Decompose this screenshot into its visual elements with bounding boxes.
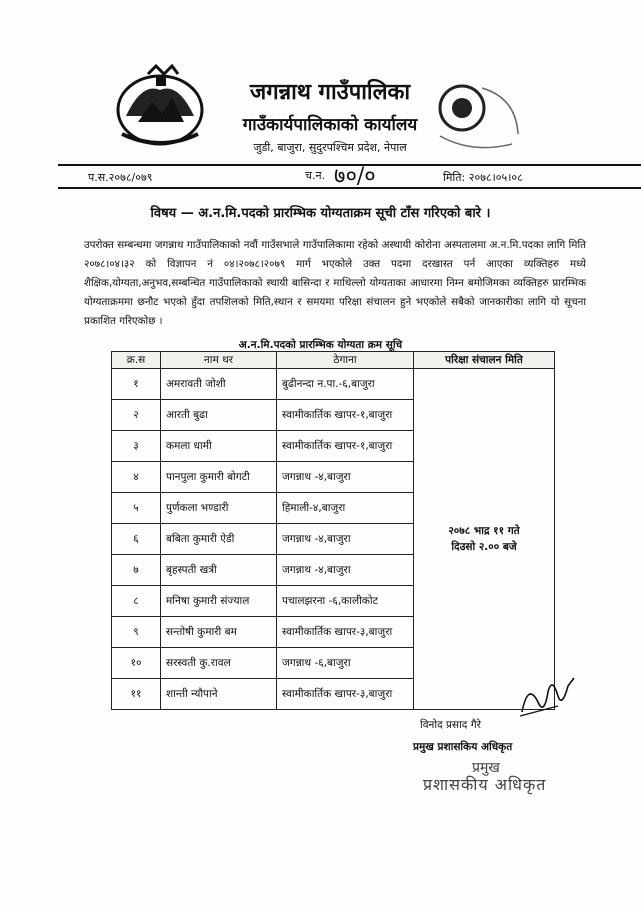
row-address: जगन्नाथ -४,बाजुरा <box>277 462 414 493</box>
table-body <box>112 369 555 710</box>
row-serial: १ <box>112 369 161 400</box>
row-address: पचालझरना -६,कालीकोट <box>277 586 414 617</box>
stamp-line-1: प्रमुख <box>472 760 500 776</box>
candidate-table <box>111 351 555 710</box>
exam-date: २०७८ भाद्र ११ गते <box>448 525 520 537</box>
exam-time: दिउसो २.०० बजे <box>451 541 517 553</box>
row-name: शान्ती न्यौपाने <box>161 679 277 710</box>
row-address: जगन्नाथ -४,बाजुरा <box>277 524 414 555</box>
signatory-title: प्रमुख प्रशासकिय अधिकृत <box>413 741 513 753</box>
row-address: हिमाली-४,बाजुरा <box>277 493 414 524</box>
column-header-exam-date: परिक्षा संचालन मिति <box>414 352 555 369</box>
row-serial: ३ <box>112 431 161 462</box>
table-title: अ.न.मि.पदको प्रारम्भिक योग्यता क्रम सूचि <box>238 339 403 351</box>
dispatch-label: च.न. <box>305 169 326 182</box>
row-name: कमला धामी <box>161 431 277 462</box>
office-address: जुडी, बाजुरा, सुदुरपश्चिम प्रदेश, नेपाल <box>253 141 407 154</box>
row-serial: १० <box>112 648 161 679</box>
table-header-row <box>112 352 555 369</box>
column-header-address: ठेगाना <box>277 352 414 369</box>
column-header-sn: क्र.स <box>112 352 161 369</box>
row-address: जगन्नाथ -६,बाजुरा <box>277 648 414 679</box>
row-serial: ७ <box>112 555 161 586</box>
row-name: सरस्वती कु.रावल <box>161 648 277 679</box>
stamp-line-2: प्रशासकीय अधिकृत <box>423 775 547 794</box>
reference-number: प.स.२०७८/०७९ <box>88 171 153 184</box>
row-address: जगन्नाथ -४,बाजुरा <box>277 555 414 586</box>
meta-divider <box>58 187 641 189</box>
row-serial: २ <box>112 400 161 431</box>
row-name: बबिता कुमारी ऐडी <box>161 524 277 555</box>
row-serial: ८ <box>112 586 161 617</box>
row-address: स्वामीकार्तिक खापर-३,बाजुरा <box>277 679 414 710</box>
row-address: बुढीनन्दा न.पा.-६,बाजुरा <box>277 369 414 400</box>
column-header-name: नाम थर <box>161 352 277 369</box>
row-name: पुर्णकला भण्डारी <box>161 493 277 524</box>
signatory-name: विनोद प्रसाद गैरे <box>420 719 481 731</box>
signature-scribble <box>518 672 578 720</box>
row-address: स्वामीकार्तिक खापर-१,बाजुरा <box>277 400 414 431</box>
row-name: सन्तोषी कुमारी बम <box>161 617 277 648</box>
row-serial: ६ <box>112 524 161 555</box>
row-name: आरती बुढा <box>161 400 277 431</box>
row-name: पानपुला कुमारी बोगटी <box>161 462 277 493</box>
row-address: स्वामीकार्तिक खापर-३,बाजुरा <box>277 617 414 648</box>
subject-line: विषय — अ.न.मि.पदको प्रारम्भिक योग्यताक्रम सूची टाँस गरिएको बारे । <box>150 206 491 221</box>
row-serial: ११ <box>112 679 161 710</box>
exam-schedule-cell <box>414 369 555 710</box>
row-address: स्वामीकार्तिक खापर-१,बाजुरा <box>277 431 414 462</box>
dispatch-number: ७०/० <box>334 164 376 189</box>
row-serial: ९ <box>112 617 161 648</box>
letter-date: मिति: २०७८।०५।०८ <box>443 171 523 184</box>
row-serial: ४ <box>112 462 161 493</box>
row-serial: ५ <box>112 493 161 524</box>
row-name: बृहस्पती खत्री <box>161 555 277 586</box>
table-row <box>112 369 555 400</box>
office-stamp <box>432 78 524 158</box>
body-paragraph: उपरोक्त सम्बन्धमा जगन्नाथ गाउँपालिकाको नवौं गाउँसभाले गाउँपालिकामा रहेको अस्थायी कोरोना अस्पतालमा अ.न.मि.पदका लागि मिति २०७८।०४।३२ को विज्ञापन नं ०४।२०७८।२०७९ मार्ग भएकोले उक्त पदमा दरखास्त पर्न आएका व्यक्तिहरु मध्ये शैक्षिक,योग्यता,अनुभव,सम्बन्धित गाउँपालिकाको स्थायी बासिन्दा र माथिल्लो योग्यताका आधारमा निम्न बमोजिमका व्यक्तिहरु प्रारम्भिक योग्यताक्रममा छनौट भएको हुँदा तपशिलको मिति,स्थान र समयमा परिक्षा संचालन हुने भएकोले सबैको जानकारीका लागि यो सूचना प्रकाशित गरिएकोछ । <box>84 239 586 327</box>
row-name: मनिषा कुमारी संज्याल <box>161 586 277 617</box>
office-title: गाउँकार्यपालिकाको कार्यालय <box>242 115 418 135</box>
row-name: अमरावती जोशी <box>161 369 277 400</box>
municipality-title: जगन्नाथ गाउँपालिका <box>249 80 411 105</box>
